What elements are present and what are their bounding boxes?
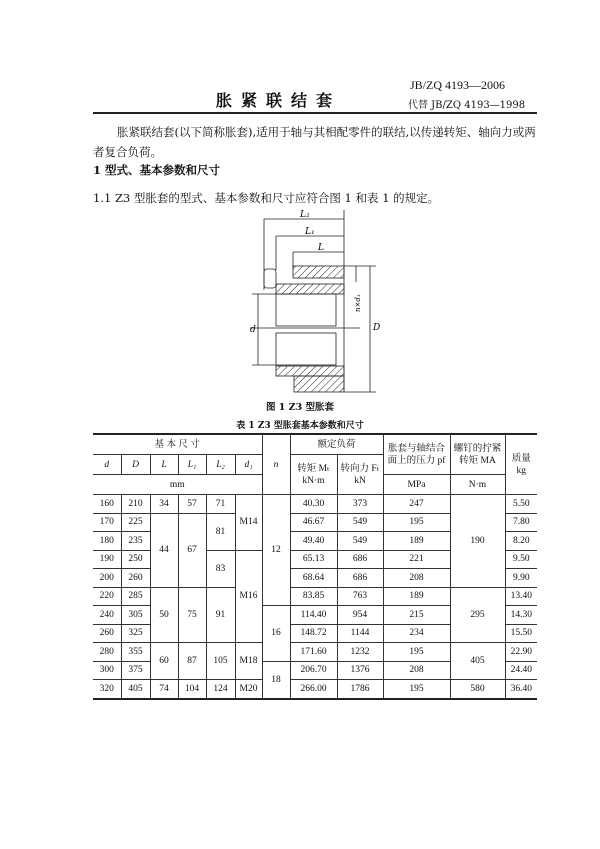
cell-d: 260: [121, 569, 150, 588]
cell-l1: 67: [178, 513, 206, 587]
cell-mt: 40.30: [290, 495, 337, 514]
cell-mass: 7.80: [505, 513, 537, 532]
cell-mt: 171.60: [290, 643, 337, 662]
cell-mass: 5.50: [505, 495, 537, 514]
cell-ft: 763: [337, 587, 383, 606]
cell-d: 325: [121, 624, 150, 643]
cell-mt: 266.00: [290, 680, 337, 699]
replaces-standard: 代替 JB/ZQ 4193—1998: [408, 100, 526, 111]
figure-caption: 图 1 Z3 型胀套: [265, 402, 335, 413]
table-row: [93, 587, 537, 606]
cell-d: 355: [121, 643, 150, 662]
cell-d1: M20: [235, 680, 262, 699]
cell-d1: M16: [235, 550, 262, 643]
cell-mt: 68.64: [290, 569, 337, 588]
table-row: [93, 680, 537, 699]
header-d: d: [93, 455, 121, 475]
cell-ft: 954: [337, 606, 383, 625]
cell-mass: 8.20: [505, 532, 537, 551]
cell-l: 44: [150, 513, 178, 587]
cell-l2: 83: [206, 550, 235, 587]
cell-mass: 22.90: [505, 643, 537, 662]
cell-mass: 13.40: [505, 587, 537, 606]
cell-p: 195: [383, 680, 450, 699]
cell-ma: 190: [450, 495, 505, 588]
header-d1: d₁: [235, 455, 262, 475]
cell-p: 234: [383, 624, 450, 643]
cell-p: 247: [383, 495, 450, 514]
cell-mt: 49.40: [290, 532, 337, 551]
cell-mass: 9.50: [505, 550, 537, 569]
cell-mt: 65.13: [290, 550, 337, 569]
cell-mt: 206.70: [290, 661, 337, 680]
cell-d: 190: [93, 550, 121, 569]
figure-1-drawing: [220, 200, 400, 400]
cell-mass: 14.30: [505, 606, 537, 625]
header-D: D: [121, 455, 150, 475]
cell-ma: 580: [450, 680, 505, 699]
table-row: [93, 495, 537, 514]
cell-ft: 373: [337, 495, 383, 514]
intro-paragraph: 胀紧联结套(以下简称胀套),适用于轴与其相配零件的联结,以传递转矩、轴向力或两者复合负荷。: [93, 125, 536, 159]
cell-d: 300: [93, 661, 121, 680]
subsection-text: 1.1 Z3 型胀套的型式、基本参数和尺寸应符合图 1 和表 1 的规定。: [93, 191, 440, 205]
header-basic-dimensions: 基 本 尺 寸: [93, 434, 262, 455]
cell-mass: 15.50: [505, 624, 537, 643]
header-pressure: 胀套与轴结合面上的压力 pf: [383, 434, 450, 475]
table-caption: 表 1 Z3 型胀套基本参数和尺寸: [236, 421, 364, 431]
cell-d: 280: [93, 643, 121, 662]
header-L: L: [150, 455, 178, 475]
section-heading: 1 型式、基本参数和尺寸: [93, 163, 221, 177]
cell-ft: 1786: [337, 680, 383, 699]
cell-mt: 83.85: [290, 587, 337, 606]
header-torque-unit: N·m: [450, 475, 505, 495]
cell-l1: 104: [178, 680, 206, 699]
cell-mt: 46.67: [290, 513, 337, 532]
header-axial-force: 转向力 Fₜ kN: [337, 455, 383, 495]
cell-l: 60: [150, 643, 178, 680]
header-n: n: [262, 434, 290, 495]
label-L1: L₁: [305, 227, 315, 237]
cell-n: 16: [262, 606, 290, 662]
cell-ma: 405: [450, 643, 505, 680]
cell-ma: 295: [450, 587, 505, 643]
cell-p: 195: [383, 513, 450, 532]
cell-d: 405: [121, 680, 150, 699]
header-torque: 转矩 Mₜ kN·m: [290, 455, 337, 495]
cell-d: 235: [121, 532, 150, 551]
cell-d1: M14: [235, 495, 262, 551]
cell-d: 285: [121, 587, 150, 606]
cell-l1: 57: [178, 495, 206, 514]
cell-d: 240: [93, 606, 121, 625]
page-title: 胀紧联结套: [216, 91, 342, 110]
standard-number: JB/ZQ 4193—2006: [410, 78, 506, 92]
header-L1: L₁: [178, 455, 206, 475]
cell-d: 220: [93, 587, 121, 606]
cell-ft: 1376: [337, 661, 383, 680]
cell-d: 320: [93, 680, 121, 699]
cell-l: 50: [150, 587, 178, 643]
label-D: D: [373, 323, 381, 333]
header-rule: [93, 112, 537, 114]
cell-ft: 549: [337, 513, 383, 532]
cell-p: 215: [383, 606, 450, 625]
table-row: [93, 643, 537, 662]
cell-l: 34: [150, 495, 178, 514]
header-unit-mm: mm: [93, 475, 262, 495]
cell-ft: 1232: [337, 643, 383, 662]
cell-mt: 148.72: [290, 624, 337, 643]
label-d: d: [250, 325, 256, 335]
cell-d: 250: [121, 550, 150, 569]
cell-d: 210: [121, 495, 150, 514]
cell-l1: 75: [178, 587, 206, 643]
cell-d: 260: [93, 624, 121, 643]
label-nxd1: n×d₁: [354, 294, 362, 312]
cell-l2: 91: [206, 587, 235, 643]
header-mass: 质量 kg: [505, 434, 537, 495]
cell-p: 189: [383, 587, 450, 606]
cell-d: 305: [121, 606, 150, 625]
cell-d: 170: [93, 513, 121, 532]
cell-ft: 686: [337, 550, 383, 569]
cell-p: 208: [383, 569, 450, 588]
cell-p: 189: [383, 532, 450, 551]
cell-l: 74: [150, 680, 178, 699]
cell-l2: 81: [206, 513, 235, 550]
cell-d: 180: [93, 532, 121, 551]
cell-p: 221: [383, 550, 450, 569]
cell-mass: 24.40: [505, 661, 537, 680]
cell-l1: 87: [178, 643, 206, 680]
cell-l2: 105: [206, 643, 235, 680]
parameters-table: [93, 433, 537, 700]
cell-ft: 549: [337, 532, 383, 551]
cell-d1: M18: [235, 643, 262, 680]
cell-n: 18: [262, 661, 290, 699]
header-L2: L₂: [206, 455, 235, 475]
label-L2: L₂: [300, 210, 310, 220]
cell-p: 208: [383, 661, 450, 680]
label-L: L: [318, 243, 324, 253]
cell-ft: 686: [337, 569, 383, 588]
cell-mt: 114.40: [290, 606, 337, 625]
header-rated-load: 额定负荷: [290, 434, 383, 455]
cell-d: 225: [121, 513, 150, 532]
cell-d: 160: [93, 495, 121, 514]
cell-mass: 36.40: [505, 680, 537, 699]
cell-mass: 9.90: [505, 569, 537, 588]
header-pressure-unit: MPa: [383, 475, 450, 495]
cell-n: 12: [262, 495, 290, 606]
header-tightening-torque: 螺钉的拧紧转矩 MA: [450, 434, 505, 475]
cell-ft: 1144: [337, 624, 383, 643]
cell-l2: 71: [206, 495, 235, 514]
cell-l2: 124: [206, 680, 235, 699]
cell-p: 195: [383, 643, 450, 662]
cell-d: 200: [93, 569, 121, 588]
cell-d: 375: [121, 661, 150, 680]
